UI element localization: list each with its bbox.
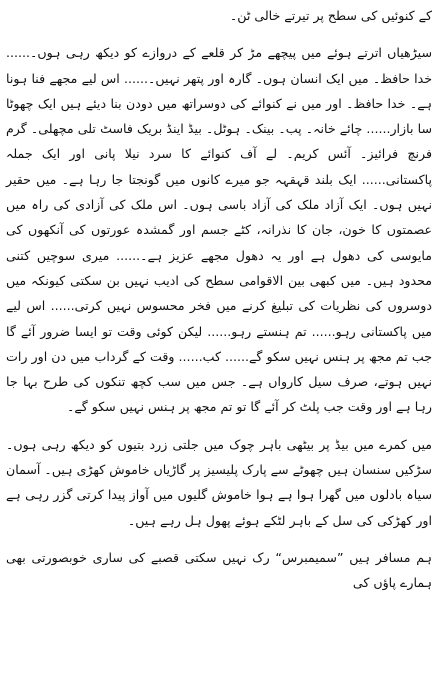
paragraph-opening-line: کے کنوئیں کی سطح پر تیرتے خالی ٹن۔ [229, 8, 432, 23]
paragraph-room-view: میں کمرے میں بیڈ پر بیٹھی باہر چوک میں جلتی زرد بتیوں کو دیکھ رہی ہوں۔ سڑکیں سنسان ہیں چھوٹے سے پارک پلیسیز پر گاڑیاں خاموش کھڑی ہیں۔ آسمان سیاہ بادلوں میں گھرا ہوا ہے ہوا خاموش گلیوں میں آواز پیدا کرتی گزر رہی ہے اور کھڑکی کی سل کے باہر لٹکے ہوئے پھول ہل رہے ہیں۔ [6, 436, 432, 528]
paragraph-farewell: سیڑھیاں اترتے ہوئے میں پیچھے مڑ کر قلعے کے دروازے کو دیکھ رہی ہوں۔...... خدا حافظ۔ میں ایک انسان ہوں۔ گارہ اور پتھر نہیں۔...... اس لیے مجھے فنا ہونا ہے۔ خدا حافظ۔ اور میں نے کنوائے کی دوسراتھ میں دودن بنا دیئے ہیں ایک چھوٹا سا بازار...... چائے خانہ۔ پب۔ بینک۔ ہوٹل۔ بیڈ اینڈ بریک فاسٹ تلی مچھلی۔ گرم فرنچ فرائیز۔ آئس کریم۔ لے آف کنوائے کا سرد نیلا پانی اور ایک جملہ پاکستانی...... ایک بلند قہقہہ جو میرے کانوں میں گونجتا جا رہا ہے۔ میں حقیر نہیں ہوں۔ ایک آزاد ملک کی آزاد باسی ہوں۔ اس ملک کی آزادی کی راہ میں عصمتوں کا خون، جان کا نذرانہ، کٹے جسم اور گمشدہ عورتوں کی آنکھوں کی مایوسی کی دھول ہے اور یہ دھول مجھے عزیز ہے۔...... میری سوچیں کتنی محدود ہیں۔ میں کبھی بین الاقوامی سطح کی ادیب نہیں بن سکتی کیونکہ میں دوسروں کی نظریات کی تبلیغ کرنے میں فخر محسوس نہیں کرتی...... اس لیے میں پاکستانی رہو...... تم ہنستے رہو...... لیکن کوئی وقت تو ایسا ضرور آئے گا جب تم مجھ پر ہنس نہیں سکو گے...... کب...... وقت کے گرداب میں دن اور رات نہیں ہوتے، صرف سیل کارواں ہے۔ جس میں سب کچھ تنکوں کی طرح بہا جا رہا ہے اور وقت جب پلٹ کر آئے گا تو تم مجھ پر ہنس نہیں سکو گے۔ [6, 45, 432, 415]
paragraph-travelers: ہم مسافر ہیں ”سمیمبرس“ رک نہیں سکتی قصبے کی ساری خوبصورتی بھی ہمارے پاؤں کی [6, 549, 432, 591]
